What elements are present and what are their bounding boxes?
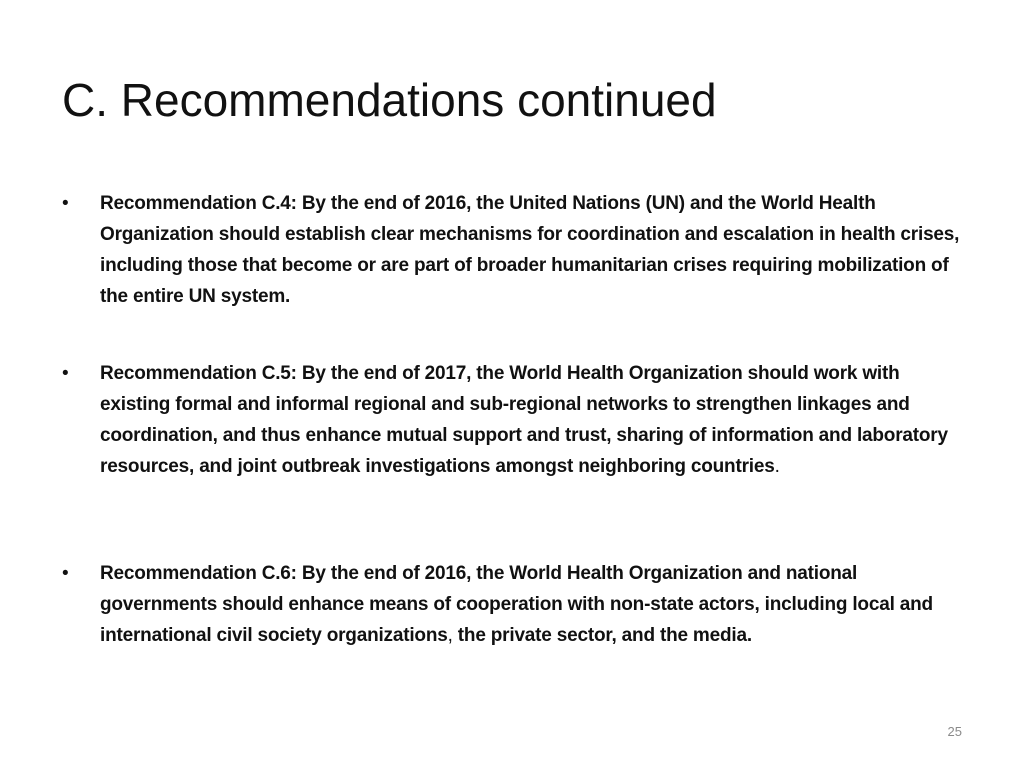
bullet-dot-icon: •	[62, 193, 69, 214]
bullet-list	[62, 188, 962, 678]
bullet-item-c5	[62, 358, 962, 558]
bullet-text-c6-part1: Recommendation C.6: By the end of 2016, the World Health Organization and national governments should enhance means of cooperation with non-state actors, including local and international civil society organizations	[100, 563, 933, 646]
bullet-text-c4: Recommendation C.4: By the end of 2016, the United Nations (UN) and the World Health Organization should establish clear mechanisms for coordination and escalation in health crises, including those that become or are part of broader humanitarian crises requiring mobilization of the entire UN system.	[100, 193, 960, 307]
bullet-item-c4	[62, 188, 962, 358]
bullet-comma-c6: ,	[447, 625, 453, 646]
bullet-suffix-c5: .	[774, 456, 780, 477]
slide-title: C. Recommendations continued	[62, 74, 717, 126]
bullet-dot-icon: •	[62, 363, 69, 384]
bullet-text-c6-part2: the private sector, and the media.	[452, 625, 752, 646]
bullet-text-c5: Recommendation C.5: By the end of 2017, the World Health Organization should work with existing formal and informal regional and sub-regional networks to strengthen linkages and coordination, and thus enhance mutual support and trust, sharing of information and laboratory resources, and joint outbreak investigations amongst neighboring countries	[100, 363, 948, 477]
bullet-item-c6	[62, 558, 962, 678]
page-number: 25	[947, 724, 962, 739]
bullet-dot-icon: •	[62, 563, 69, 584]
